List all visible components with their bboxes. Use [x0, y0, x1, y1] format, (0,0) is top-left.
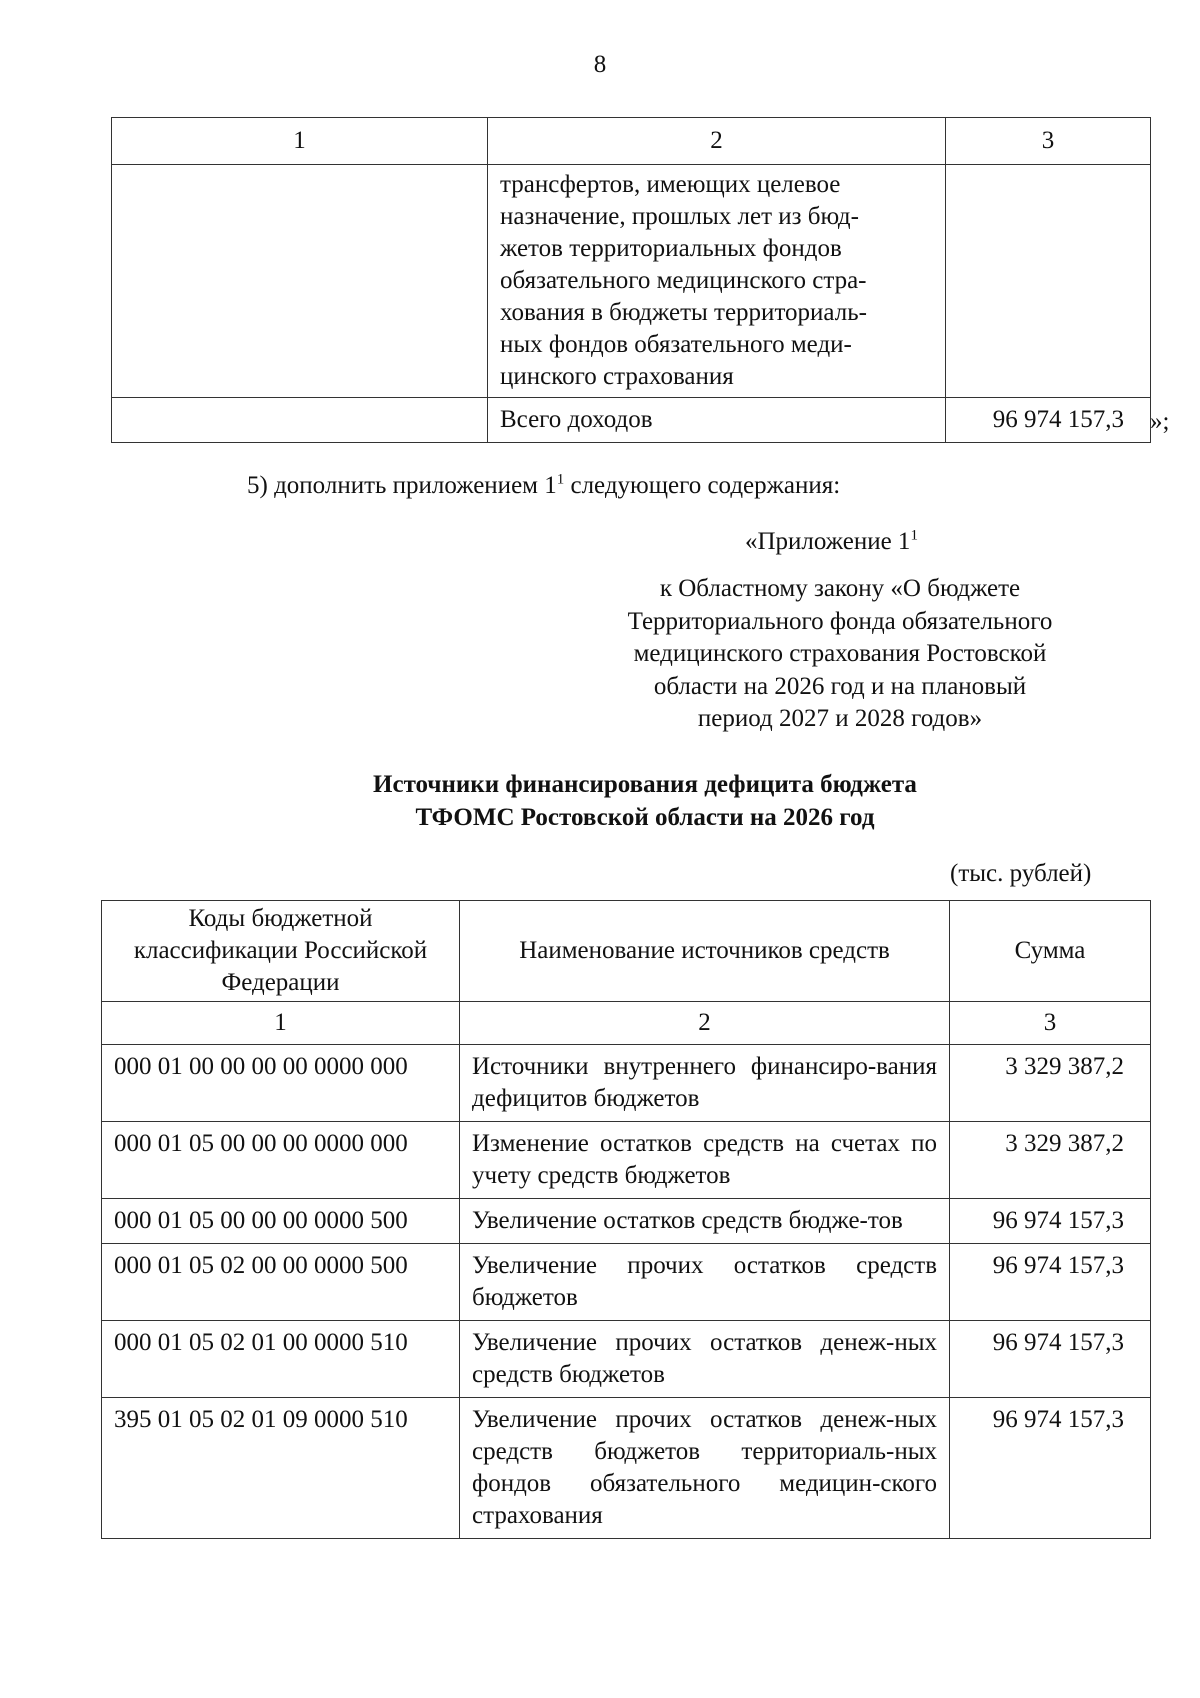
reference-line: области на 2026 год и на плановый — [653, 672, 1027, 700]
column-header-sum: Сумма — [950, 901, 1151, 1002]
table-row — [102, 1122, 1151, 1199]
reference-line: к Областному закону «О бюджете — [659, 575, 1021, 602]
table-row — [102, 1321, 1151, 1398]
table-row — [102, 1045, 1151, 1122]
amount-cell: 96 974 157,3 — [950, 1244, 1151, 1321]
amount-cell: 3 329 387,2 — [950, 1045, 1151, 1122]
section-heading — [0, 768, 1200, 834]
table-row — [102, 1244, 1151, 1321]
name-cell: Увеличение прочих остатков денеж-ных средств бюджетов — [460, 1321, 950, 1398]
code-cell — [112, 398, 488, 443]
column-number: 2 — [460, 1002, 950, 1045]
name-cell: Изменение остатков средств на счетах по учету средств бюджетов — [460, 1122, 950, 1199]
code-cell — [112, 165, 488, 398]
name-cell: Источники внутреннего финансиро-вания дефицитов бюджетов — [460, 1045, 950, 1122]
appendix-reference — [585, 573, 1095, 736]
table-row — [102, 1199, 1151, 1244]
table-row — [112, 165, 1151, 398]
appendix-title-superscript: 1 — [910, 527, 918, 544]
amount-cell — [946, 165, 1151, 398]
code-cell: 000 01 05 02 00 00 0000 500 — [102, 1244, 460, 1321]
heading-line-2: ТФОМС Ростовской области на 2026 год — [415, 804, 875, 831]
table-header-row — [102, 901, 1151, 1002]
table-header-row — [112, 118, 1151, 165]
column-number: 3 — [946, 118, 1151, 165]
column-numbers-row — [102, 1002, 1151, 1045]
text-line: цинского страхования — [500, 363, 734, 390]
amount-cell: 96 974 157,3 — [950, 1398, 1151, 1539]
amendment-text — [247, 470, 840, 502]
amount-cell: 96 974 157,3 — [950, 1199, 1151, 1244]
code-cell: 000 01 00 00 00 00 0000 000 — [102, 1045, 460, 1122]
reference-line: Территориального фонда обязательного — [627, 607, 1053, 635]
column-number: 1 — [102, 1002, 460, 1045]
text-line: назначение, прошлых лет из бюд- — [500, 203, 859, 230]
name-cell: Увеличение прочих остатков средств бюджетов — [460, 1244, 950, 1321]
appendix-title-text: «Приложение 1 — [745, 528, 911, 555]
amendment-after: следующего содержания: — [564, 472, 841, 499]
code-cell: 395 01 05 02 01 09 0000 510 — [102, 1398, 460, 1539]
name-cell — [488, 165, 946, 398]
total-row — [112, 398, 1151, 443]
column-number: 1 — [112, 118, 488, 165]
deficit-sources-table — [101, 900, 1151, 1539]
text-line: трансфертов, имеющих целевое — [500, 171, 841, 198]
amendment-superscript: 1 — [556, 471, 565, 488]
reference-line: период 2027 и 2028 годов» — [697, 705, 983, 732]
name-cell: Увеличение остатков средств бюдже-тов — [460, 1199, 950, 1244]
code-cell: 000 01 05 00 00 00 0000 000 — [102, 1122, 460, 1199]
column-header-codes: Коды бюджетной классификации Российской Федерации — [102, 901, 460, 1002]
text-line: ных фондов обязательного меди- — [500, 331, 852, 358]
name-cell: Увеличение прочих остатков денеж-ных средств бюджетов территориаль-ных фондов обязательного медицин-ского страхования — [460, 1398, 950, 1539]
column-header-name: Наименование источников средств — [460, 901, 950, 1002]
total-label: Всего доходов — [488, 398, 946, 443]
text-line: обязательного медицинского стра- — [500, 267, 867, 294]
amount-cell: 3 329 387,2 — [950, 1122, 1151, 1199]
code-cell: 000 01 05 00 00 00 0000 500 — [102, 1199, 460, 1244]
heading-line-1: Источники финансирования дефицита бюджета — [373, 771, 917, 798]
column-number: 3 — [950, 1002, 1151, 1045]
code-cell: 000 01 05 02 01 00 0000 510 — [102, 1321, 460, 1398]
closing-quote: »; — [1150, 408, 1170, 435]
text-line: хования в бюджеты территориаль- — [500, 299, 867, 326]
column-number: 2 — [488, 118, 946, 165]
page-number: 8 — [593, 51, 607, 78]
reference-line: медицинского страхования Ростовской — [633, 640, 1047, 667]
total-value: 96 974 157,3 — [946, 398, 1151, 443]
income-table-continuation — [111, 117, 1151, 443]
text-line: жетов территориальных фондов — [500, 235, 842, 262]
amendment-before: 5) дополнить приложением 1 — [247, 472, 557, 499]
table-row — [102, 1398, 1151, 1539]
amount-cell: 96 974 157,3 — [950, 1321, 1151, 1398]
appendix-title — [745, 526, 918, 558]
unit-label: (тыс. рублей) — [950, 860, 1092, 887]
